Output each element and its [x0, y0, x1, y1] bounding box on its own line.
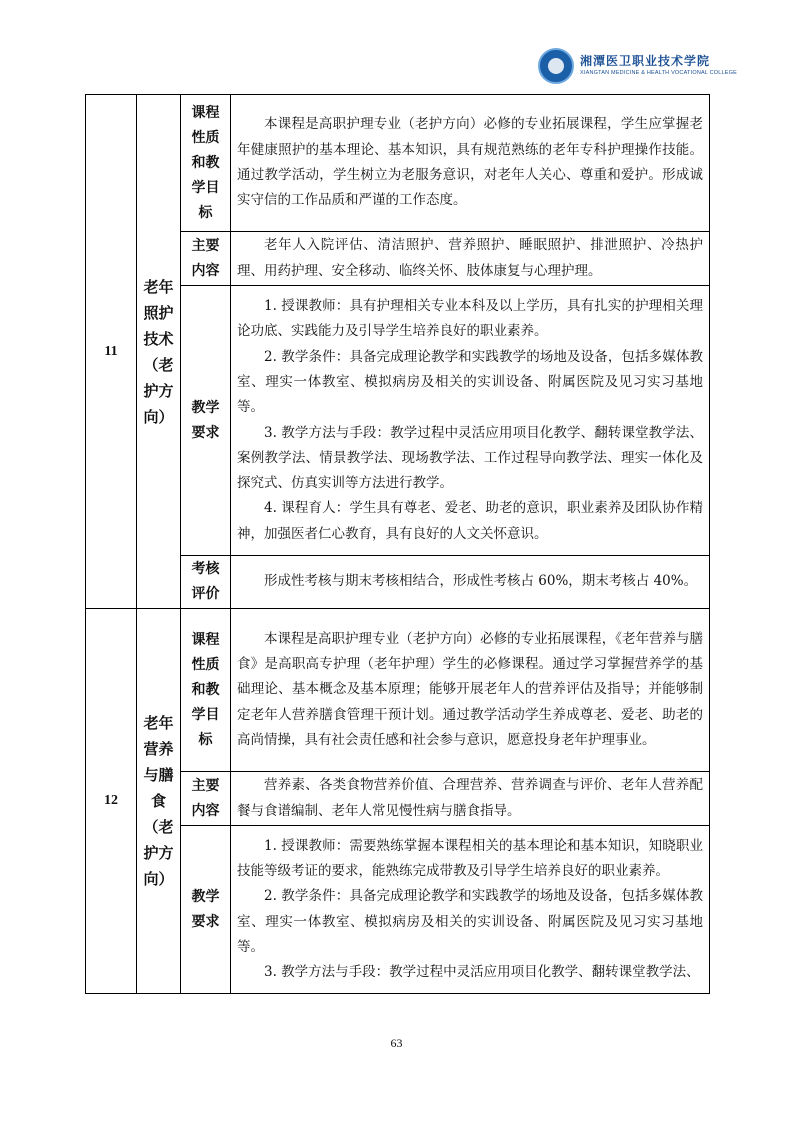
section-label: 主要内容: [181, 772, 231, 826]
paragraph: 1. 授课教师：具有护理相关专业本科及以上学历，具有扎实的护理相关理论功底、实践能力及引导学生培养良好的职业素养。: [237, 298, 703, 340]
section-label: 课程性质和教学目标: [181, 609, 231, 772]
section-label: 课程性质和教学目标: [181, 95, 231, 232]
section-content: [231, 609, 710, 772]
section-content: [231, 556, 710, 609]
section-label: 教学要求: [181, 826, 231, 994]
course-name: [137, 95, 181, 609]
section-content: [231, 772, 710, 826]
college-emblem-icon: [538, 48, 574, 84]
paragraph: 2. 教学条件：具备完成理论教学和实践教学的场地及设备，包括多媒体教室、理实一体教室、模拟病房及相关的实训设备、附属医院及见习实习基地等。: [237, 888, 703, 955]
course-name-text: 老年营养与膳食（老护方向）: [143, 714, 174, 888]
row-number: 11: [86, 95, 137, 609]
section-content: [231, 232, 710, 286]
page-number: 63: [390, 1036, 403, 1050]
header-logo: [538, 48, 738, 88]
paragraph: 3. 教学方法与手段：教学过程中灵活应用项目化教学、翻转课堂教学法、: [264, 964, 700, 981]
paragraph: 3. 教学方法与手段：教学过程中灵活应用项目化教学、翻转课堂教学法、案例教学法、情景教学法、现场教学法、工作过程导向教学法、理实一体化及探究式、仿真实训等方法进行教学。: [237, 424, 703, 492]
paragraph: 老年人入院评估、清洁照护、营养照护、睡眠照护、排泄照护、冷热护理、用药护理、安全移动、临终关怀、肢体康复与心理护理。: [237, 237, 703, 279]
section-content: [231, 826, 710, 994]
course-name-text: 老年照护技术（老护方向）: [143, 277, 174, 426]
paragraph: 形成性考核与期末考核相结合，形成性考核占 60%，期末考核占 40%。: [264, 573, 698, 590]
section-label: 教学要求: [181, 286, 231, 556]
row-number: 12: [86, 609, 137, 994]
logo-english-name: XIANGTAN MEDICINE & HEALTH VOCATIONAL COLLEGE: [580, 70, 738, 76]
logo-chinese-name: 湘潭医卫职业技术学院: [580, 54, 711, 68]
paragraph: 4. 课程育人：学生具有尊老、爱老、助老的意识，职业素养及团队协作精神，加强医者仁心教育，具有良好的人文关怀意识。: [237, 500, 703, 542]
paragraph: 本课程是高职护理专业（老护方向）必修的专业拓展课程，学生应掌握老年健康照护的基本理论、基本知识，具有规范熟练的老年专科护理操作技能。通过教学活动，学生树立为老服务意识，对老年人关心、尊重和爱护。形成诚实守信的工作品质和严谨的工作态度。: [237, 116, 703, 209]
section-content: [231, 286, 710, 556]
section-content: [231, 95, 710, 232]
course-table: [85, 94, 710, 994]
section-label: 考核评价: [181, 556, 231, 609]
section-label: 主要内容: [181, 232, 231, 286]
paragraph: 营养素、各类食物营养价值、合理营养、营养调查与评价、老年人营养配餐与食谱编制、老年人常见慢性病与膳食指导。: [237, 777, 703, 819]
paragraph: 本课程是高职护理专业（老护方向）必修的专业拓展课程，《老年营养与膳食》是高职高专护理（老年护理）学生的必修课程。通过学习掌握营养学的基础理论、基本概念及基本原理；能够开展老年人的营养评估及指导；并能够制定老年人营养膳食管理干预计划。通过教学活动学生养成尊老、爱老、助老的高尚情操，具有社会责任感和社会参与意识，愿意投身老年护理事业。: [237, 630, 703, 748]
paragraph: 1. 授课教师：需要熟练掌握本课程相关的基本理论和基本知识，知晓职业技能等级考证的要求，能熟练完成带教及引导学生培养良好的职业素养。: [237, 837, 703, 879]
paragraph: 2. 教学条件：具备完成理论教学和实践教学的场地及设备，包括多媒体教室、理实一体教室、模拟病房及相关的实训设备、附属医院及见习实习基地等。: [237, 348, 703, 416]
course-name: [137, 609, 181, 994]
